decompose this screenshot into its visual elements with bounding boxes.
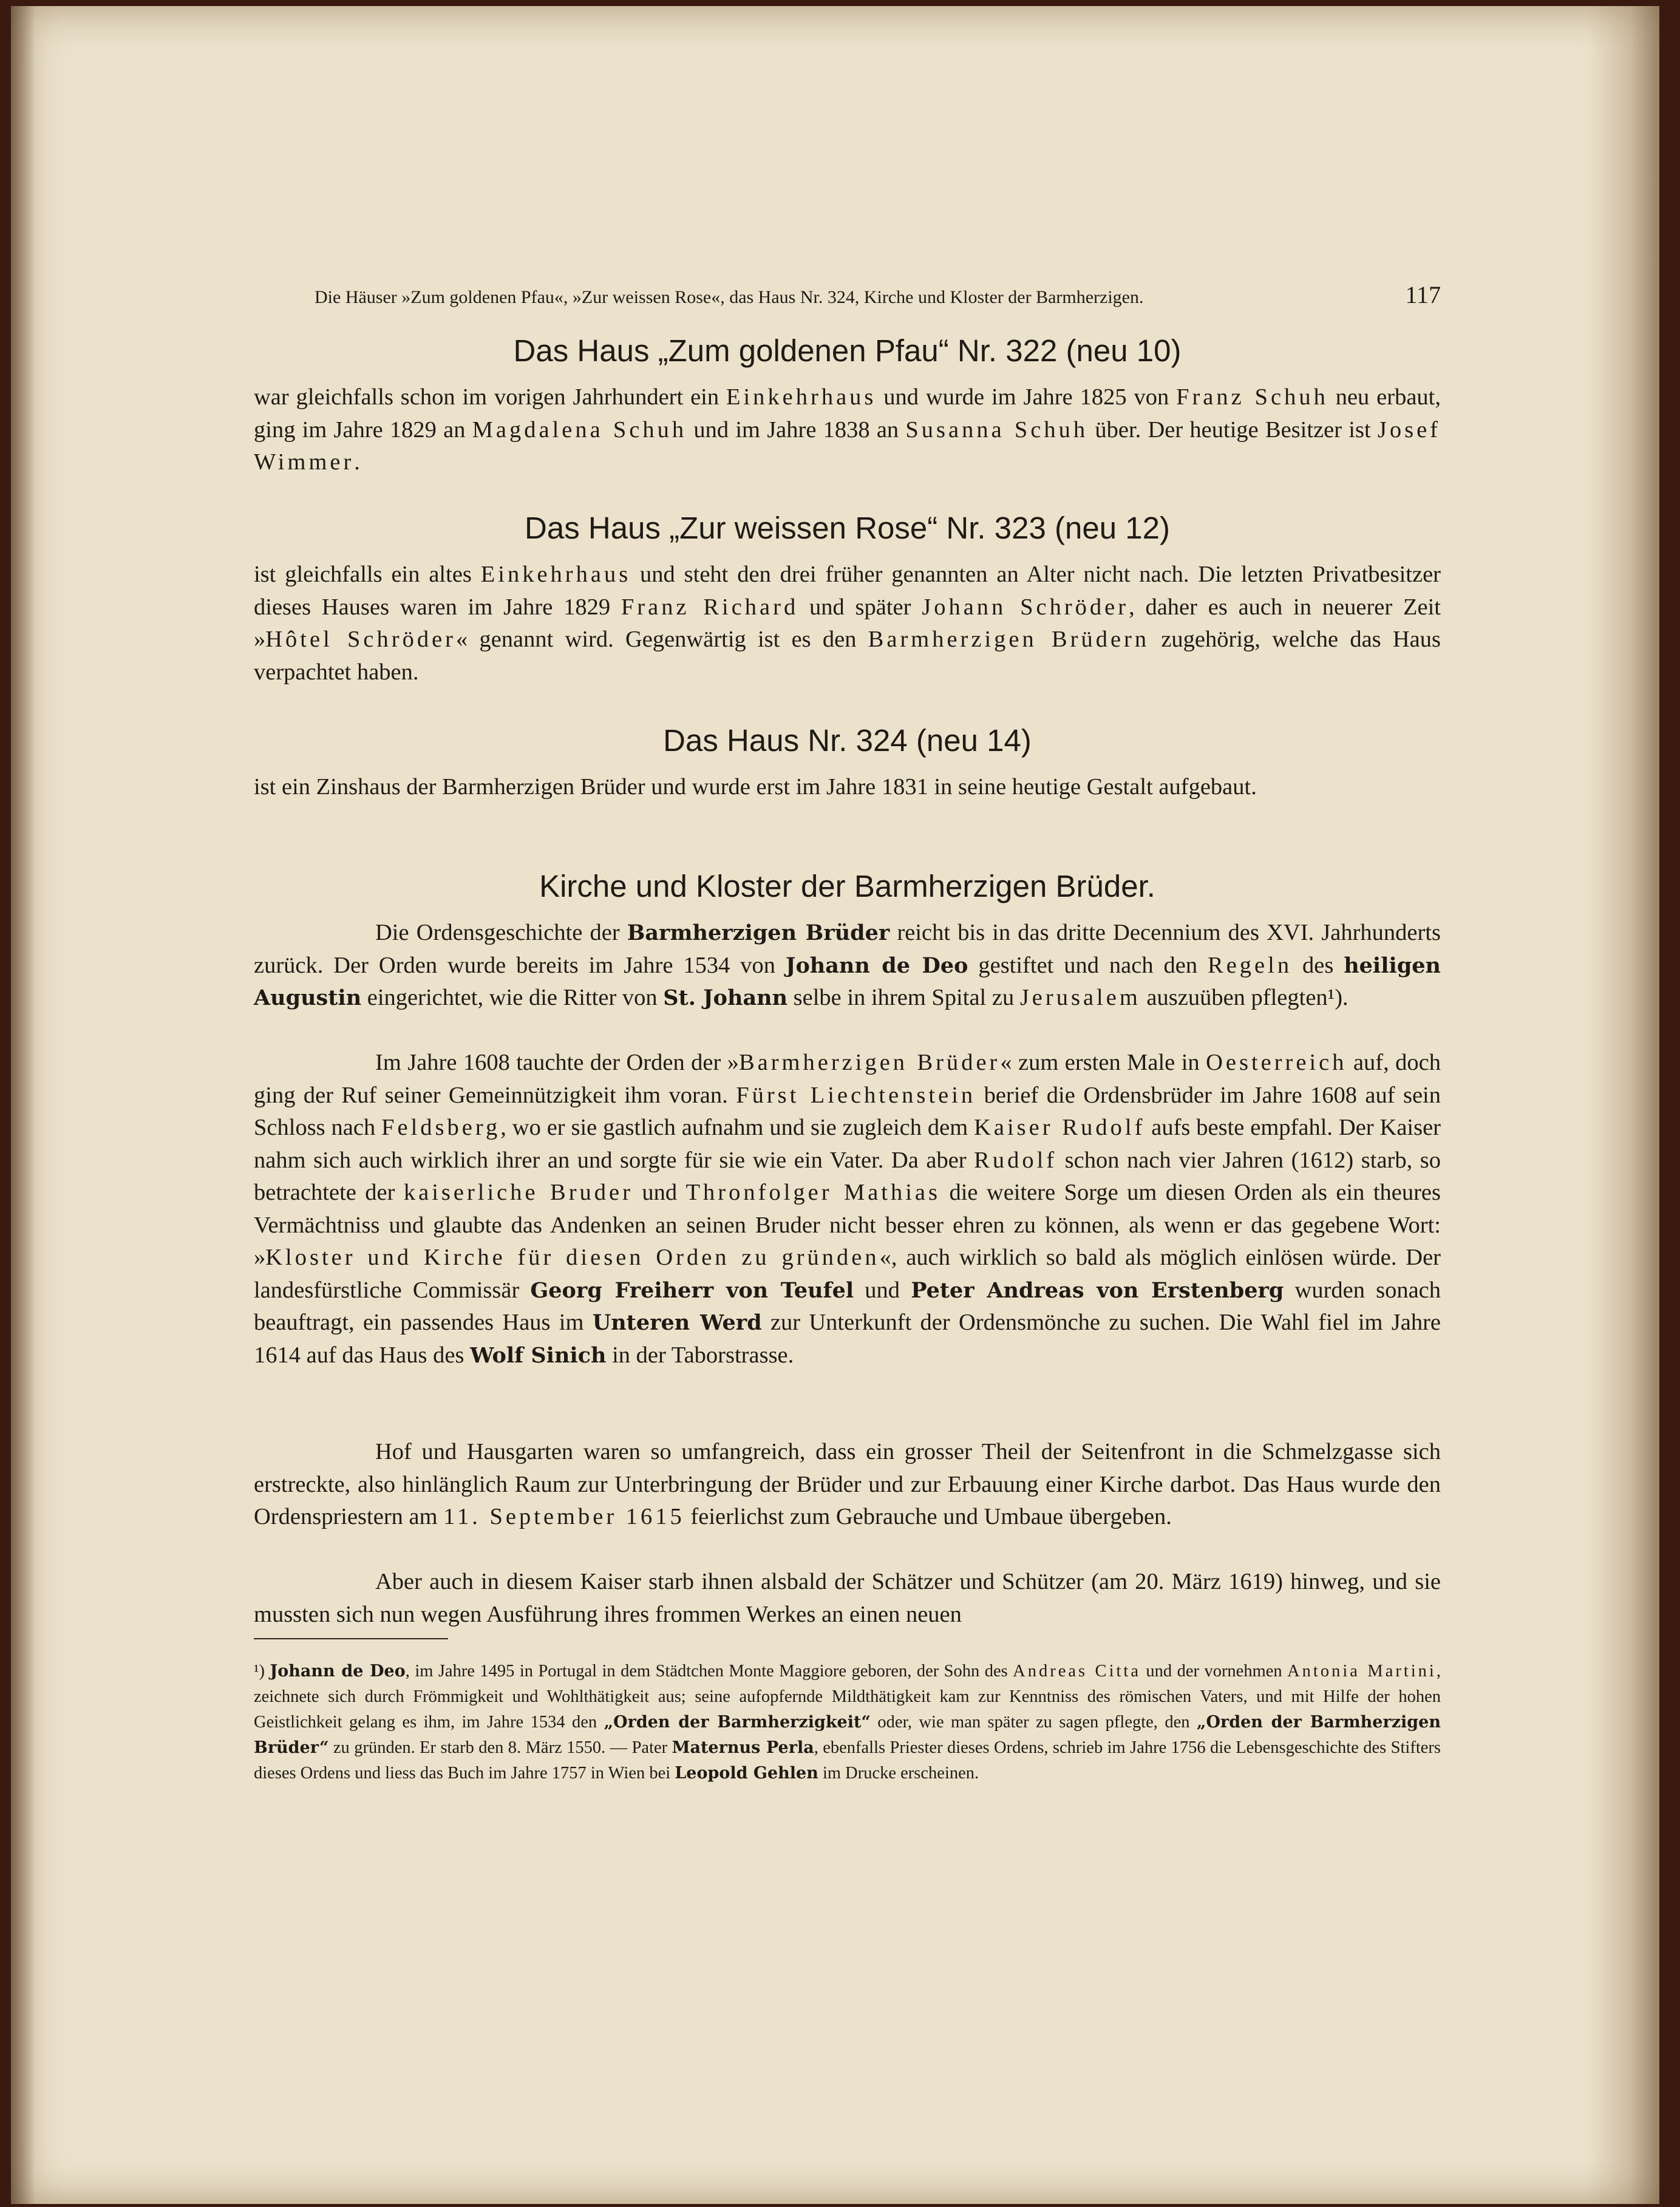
running-head-title: Die Häuser »Zum goldenen Pfau«, »Zur weissen Rose«, das Haus Nr. 324, Kirche und Kloster der Barmherzigen.: [315, 287, 1144, 307]
heading-rose: Das Haus „Zur weissen Rose“ Nr. 323 (neu 12): [525, 511, 1170, 545]
book-page: [11, 6, 1659, 2204]
paragraph-haus-324: ist ein Zinshaus der Barmherzigen Brüder und wurde erst im Jahre 1831 in seine heutige Gestalt aufgebaut.: [254, 774, 1257, 800]
paragraph-kirche-3: Hof und Hausgarten waren so umfangreich, dass ein grosser Theil der Seitenfront in die Schmelzgasse sich erstreckte, also hinlänglich Raum zur Unterbringung der Brüder und zur Erbauung einer Kirche darbot. Das Haus wurde den Ordenspriestern am 11. September 1615 feierlichst zum Gebrauche und Umbaue übergeben.: [254, 1439, 1441, 1529]
heading-haus-324: Das Haus Nr. 324 (neu 14): [663, 723, 1032, 758]
footnote: ¹) Johann de Deo, im Jahre 1495 in Portugal in dem Städtchen Monte Maggiore geboren, der Sohn des Andreas Citta und der vornehmen Antonia Martini, zeichnete sich durch Frömmigkeit und Wohlthätigkeit aus; seine aufopfernde Mildthätigkeit kam zur Kenntniss des römischen Vaters, und mit Hilfe der hohen Geistlichkeit gelang es ihm, im Jahre 1534 den „Orden der Barmherzigkeit“ oder, wie man später zu sagen pflegte, den „Orden der Barmherzigen Brüder“ zu gründen. Er starb den 8. März 1550. — Pater Maternus Perla, ebenfalls Priester dieses Ordens, schrieb im Jahre 1756 die Lebensgeschichte des Stifters dieses Ordens und liess das Buch im Jahre 1757 in Wien bei Leopold Gehlen im Drucke erscheinen.: [254, 1662, 1441, 1783]
footnote-rule: [254, 1638, 448, 1639]
paragraph-kirche-4: Aber auch in diesem Kaiser starb ihnen alsbald der Schätzer und Schützer (am 20. März 1619) hinweg, und sie mussten sich nun wegen Ausführung ihres frommen Werkes an einen neuen: [254, 1569, 1441, 1627]
paragraph-rose: ist gleichfalls ein altes Einkehrhaus und steht den drei früher genannten an Alter nicht nach. Die letzten Privatbesitzer dieses Hauses waren im Jahre 1829 Franz Richard und später Johann Schröder, daher es auch in neuerer Zeit »Hôtel Schröder« genannt wird. Gegenwärtig ist es den Barmherzigen Brüdern zugehörig, welche das Haus verpachtet haben.: [254, 562, 1441, 685]
page-edge-shadow: [1586, 6, 1659, 2204]
page-number: 117: [1405, 281, 1441, 308]
running-head: [315, 281, 1441, 309]
heading-pfau: Das Haus „Zum goldenen Pfau“ Nr. 322 (neu 10): [513, 333, 1182, 368]
paragraph-pfau: war gleichfalls schon im vorigen Jahrhundert ein Einkehrhaus und wurde im Jahre 1825 von Franz Schuh neu erbaut, ging im Jahre 1829 an Magdalena Schuh und im Jahre 1838 an Susanna Schuh über. Der heutige Besitzer ist Josef Wimmer.: [254, 384, 1441, 475]
heading-kirche: Kirche und Kloster der Barmherzigen Brüder.: [539, 869, 1155, 903]
paragraph-kirche-1: Die Ordensgeschichte der Barmherzigen Brüder reicht bis in das dritte Decennium des XVI. Jahrhunderts zurück. Der Orden wurde bereits im Jahre 1534 von Johann de Deo gestiftet und nach den Regeln des heiligen Augustin eingerichtet, wie die Ritter von St. Johann selbe in ihrem Spital zu Jerusalem auszuüben pflegten¹).: [254, 920, 1441, 1010]
paragraph-kirche-2: Im Jahre 1608 tauchte der Orden der »Barmherzigen Brüder« zum ersten Male in Oesterreich auf, doch ging der Ruf seiner Gemeinnützigkeit ihm voran. Fürst Liechtenstein berief die Ordensbrüder im Jahre 1608 auf sein Schloss nach Feldsberg, wo er sie gastlich aufnahm und sie zugleich dem Kaiser Rudolf aufs beste empfahl. Der Kaiser nahm sich auch wirklich ihrer an und sorgte für sie wie ein Vater. Da aber Rudolf schon nach vier Jahren (1612) starb, so betrachtete der kaiserliche Bruder und Thronfolger Mathias die weitere Sorge um diesen Orden als ein theures Vermächtniss und glaubte das Andenken an seinen Bruder nicht besser ehren zu können, als wenn er das gegebene Wort: »Kloster und Kirche für diesen Orden zu gründen«, auch wirklich so bald als möglich einlösen würde. Der landesfürstliche Commissär Georg Freiherr von Teufel und Peter Andreas von Erstenberg wurden sonach beauftragt, ein passendes Haus im Unteren Werd zur Unterkunft der Ordensmönche zu suchen. Die Wahl fiel im Jahre 1614 auf das Haus des Wolf Sinich in der Taborstrasse.: [254, 1050, 1441, 1368]
book-spine-shadow: [11, 6, 35, 2204]
